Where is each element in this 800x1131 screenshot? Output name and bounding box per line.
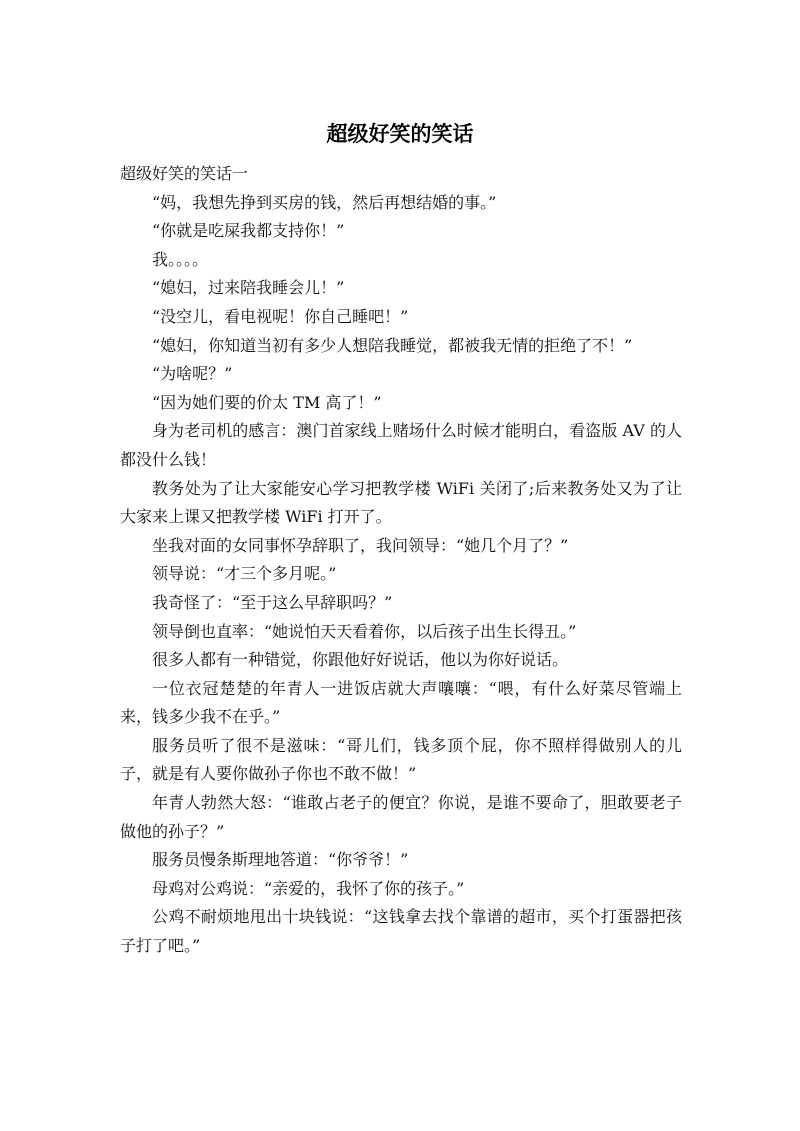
document-title: 超级好笑的笑话 <box>326 122 474 146</box>
paragraph: 我。。。。 <box>152 249 209 269</box>
paragraph: “没空儿，看电视呢！你自己睡吧！” <box>152 306 409 326</box>
paragraph: 年青人勃然大怒：“谁敢占老子的便宜？你说，是谁不要命了，胆敢要老子做他的孙子？” <box>120 793 682 841</box>
paragraph: 身为老司机的感言：澳门首家线上赌场什么时候才能明白，看盗版 AV 的人都没什么钱！ <box>120 421 682 469</box>
paragraph: 领导说：“才三个多月呢。” <box>152 564 337 584</box>
paragraph: “因为她们要的价太 TM 高了！” <box>152 392 382 412</box>
paragraph: 坐我对面的女同事怀孕辞职了，我问领导：“她几个月了？” <box>152 535 569 555</box>
paragraph: 领导倒也直率：“她说怕天天看着你，以后孩子出生长得丑。” <box>152 621 577 641</box>
paragraph: 公鸡不耐烦地甩出十块钱说：“这钱拿去找个靠谱的超市，买个打蛋器把孩子打了吧。” <box>120 907 682 956</box>
paragraph: “媳妇，你知道当初有多少人想陪我睡觉，都被我无情的拒绝了不！” <box>152 335 633 355</box>
paragraph: 母鸡对公鸡说：“亲爱的，我怀了你的孩子。” <box>152 878 465 898</box>
paragraph: “媳妇，过来陪我睡会儿！” <box>152 278 345 298</box>
paragraph: 教务处为了让大家能安心学习把教学楼 WiFi 关闭了;后来教务处又为了让大家来上课又把教学楼 WiFi 打开了。 <box>120 478 682 527</box>
document-body <box>120 160 682 961</box>
paragraph: “为啥呢？” <box>152 364 233 384</box>
paragraph: “你就是吃屎我都支持你！” <box>152 221 345 241</box>
paragraph: 一位衣冠楚楚的年青人一进饭店就大声嚷嚷：“喂，有什么好菜尽管端上来，钱多少我不在乎。” <box>120 678 682 727</box>
paragraph: 很多人都有一种错觉，你跟他好好说话，他以为你好说话。 <box>152 650 569 670</box>
paragraph: 服务员听了很不是滋味：“哥儿们，钱多顶个屁，你不照样得做别人的儿子，就是有人要你做孙子你也不敢不做！” <box>120 735 682 784</box>
paragraph: “妈，我想先挣到买房的钱，然后再想结婚的事。” <box>152 192 497 212</box>
section-heading: 超级好笑的笑话一 <box>120 164 249 183</box>
paragraph: 服务员慢条斯理地答道：“你爷爷！” <box>152 850 409 870</box>
paragraph: 我奇怪了：“至于这么早辞职吗？” <box>152 592 393 612</box>
